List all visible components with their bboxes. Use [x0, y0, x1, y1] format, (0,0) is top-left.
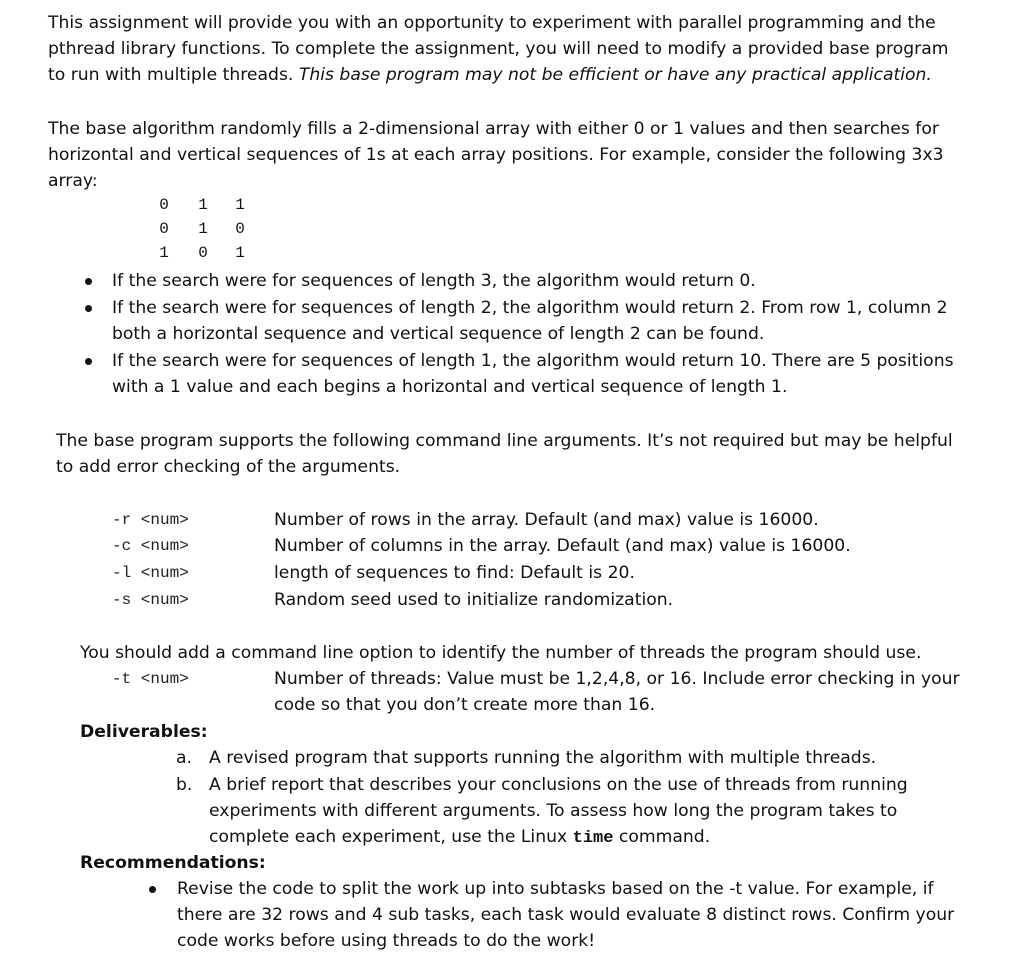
array-cell: 0 — [159, 196, 169, 214]
deliverables-heading: Deliverables: — [80, 722, 208, 742]
arg-description: Number of rows in the array. Default (and max) value is 16000. — [274, 510, 819, 530]
example-2-line-2: both a horizontal sequence and vertical sequence of length 2 can be found. — [112, 324, 765, 345]
arg-flag: -s <num> — [112, 591, 189, 609]
bullet-icon — [85, 305, 92, 312]
example-1-line-1: If the search were for sequences of length 3, the algorithm would return 0. — [112, 271, 756, 291]
intro-line-1: This assignment will provide you with an opportunity to experiment with parallel programming and the — [48, 13, 936, 33]
bullet-icon — [85, 358, 92, 365]
threads-description — [274, 666, 960, 718]
threads-flag: -t <num> — [112, 670, 189, 688]
intro-paragraph — [48, 10, 949, 89]
deliverable-a-line-1: A revised program that supports running the algorithm with multiple threads. — [209, 748, 877, 768]
algorithm-line-3: array: — [48, 171, 98, 192]
list-item — [209, 772, 908, 853]
example-3-line-1: If the search were for sequences of length 1, the algorithm would return 10. There are 5 positions — [112, 351, 954, 371]
args-intro-line-1: The base program supports the following command line arguments. It’s not required but may be helpful — [56, 431, 953, 451]
array-cell: 1 — [235, 244, 245, 262]
example-3-line-2: with a 1 value and each begins a horizontal and vertical sequence of length 1. — [112, 377, 788, 398]
intro-line-3-plain: to run with multiple threads. — [48, 65, 299, 86]
array-cell: 0 — [198, 244, 208, 262]
recommendation-line-3: code works before using threads to do the work! — [177, 931, 596, 952]
array-cell: 1 — [198, 196, 208, 214]
bullet-icon — [149, 886, 156, 893]
time-command: time — [572, 829, 614, 849]
list-item — [209, 745, 876, 771]
arg-description: Random seed used to initialize randomization. — [274, 590, 674, 610]
array-cell: 0 — [235, 220, 245, 238]
deliverable-marker: a. — [176, 748, 192, 768]
algorithm-paragraph — [48, 116, 944, 195]
deliverable-b-line-1: A brief report that describes your conclusions on the use of threads from running — [209, 775, 908, 795]
array-cell: 1 — [198, 220, 208, 238]
deliverable-b-line-3: complete each experiment, use the Linux time command. — [209, 827, 711, 849]
threads-desc-line-2: code so that you don’t create more than 16. — [274, 695, 656, 716]
recommendations-heading: Recommendations: — [80, 853, 266, 873]
intro-line-3 — [48, 62, 949, 88]
array-cell: 1 — [235, 196, 245, 214]
list-item — [112, 348, 954, 400]
arg-flag: -c <num> — [112, 537, 189, 555]
arg-flag: -l <num> — [112, 564, 189, 582]
algorithm-line-2: horizontal and vertical sequences of 1s at each array positions. For example, consider the following 3x3 — [48, 145, 944, 166]
intro-line-2: pthread library functions. To complete the assignment, you will need to modify a provided base program — [48, 39, 949, 60]
recommendation-line-2: there are 32 rows and 4 sub tasks, each task would evaluate 8 distinct rows. Confirm your — [177, 905, 955, 926]
threads-desc-line-1: Number of threads: Value must be 1,2,4,8, or 16. Include error checking in your — [274, 669, 960, 689]
threads-intro: You should add a command line option to identify the number of threads the program should use. — [80, 643, 922, 663]
example-2-line-1: If the search were for sequences of length 2, the algorithm would return 2. From row 1, column 2 — [112, 298, 948, 318]
list-item — [112, 295, 948, 347]
args-intro-paragraph — [56, 428, 953, 480]
algorithm-line-1: The base algorithm randomly fills a 2-dimensional array with either 0 or 1 values and then searches for — [48, 119, 939, 139]
bullet-icon — [85, 278, 92, 285]
arg-description: Number of columns in the array. Default (and max) value is 16000. — [274, 536, 851, 556]
arg-flag: -r <num> — [112, 511, 189, 529]
array-cell: 1 — [159, 244, 169, 262]
recommendations-list-item — [177, 876, 954, 955]
recommendation-line-1: Revise the code to split the work up into subtasks based on the -t value. For example, if — [177, 879, 934, 899]
array-cell: 0 — [159, 220, 169, 238]
args-intro-line-2: to add error checking of the arguments. — [56, 457, 401, 478]
deliverable-b-line-2: experiments with different arguments. To assess how long the program takes to — [209, 801, 898, 822]
intro-line-3-italic: This base program may not be efficient or have any practical application. — [298, 65, 932, 86]
deliverable-marker: b. — [176, 775, 193, 795]
list-item — [112, 268, 756, 294]
arg-description: length of sequences to find: Default is 20. — [274, 563, 635, 583]
